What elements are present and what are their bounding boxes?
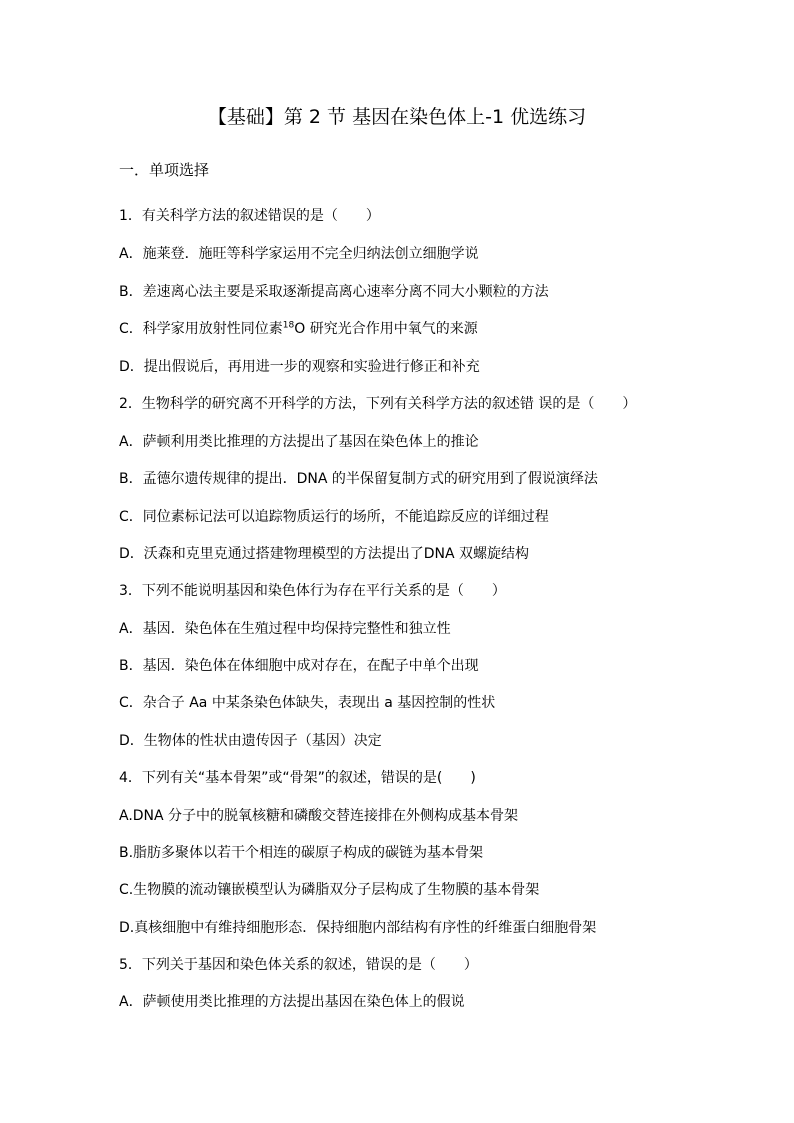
question-4-option-c: C.生物膜的流动镶嵌模型认为磷脂双分子层构成了生物膜的基本骨架 xyxy=(119,882,540,898)
question-4-option-a: A.DNA 分子中的脱氧核糖和磷酸交替连接排在外侧构成基本骨架 xyxy=(119,808,519,824)
question-3-option-a: A．基因．染色体在生殖过程中均保持完整性和独立性 xyxy=(119,621,451,637)
isotope-mass-number: 18 xyxy=(282,320,295,331)
option-c-text-before: C．科学家用放射性同位素 xyxy=(119,321,283,337)
question-2-stem: 2．生物科学的研究离不开科学的方法，下列有关科学方法的叙述错 误的是（ ） xyxy=(119,396,637,412)
question-3-option-c: C．杂合子 Aa 中某条染色体缺失，表现出 a 基因控制的性状 xyxy=(119,695,496,711)
question-2-option-d: D．沃森和克里克通过搭建物理模型的方法提出了DNA 双螺旋结构 xyxy=(119,546,530,562)
page-title: 【基础】第 2 节 基因在染色体上-1 优选练习 xyxy=(207,106,587,128)
question-1-option-d: D．提出假说后，再用进一步的观察和实验进行修正和补充 xyxy=(119,359,480,375)
question-1-stem: 1．有关科学方法的叙述错误的是（ ） xyxy=(119,208,380,224)
question-3-stem: 3．下列不能说明基因和染色体行为存在平行关系的是（ ） xyxy=(119,583,506,599)
question-1-option-c xyxy=(119,319,478,339)
question-2-option-a: A．萨顿利用类比推理的方法提出了基因在染色体上的推论 xyxy=(119,434,479,450)
option-c-text-after: O 研究光合作用中氧气的来源 xyxy=(294,321,478,337)
question-3-option-d: D．生物体的性状由遗传因子（基因）决定 xyxy=(119,733,382,749)
question-3-option-b: B．基因．染色体在体细胞中成对存在，在配子中单个出现 xyxy=(119,658,479,674)
question-1-option-b: B．差速离心法主要是采取逐渐提高离心速率分离不同大小颗粒的方法 xyxy=(119,284,549,300)
question-2-option-c: C．同位素标记法可以追踪物质运行的场所，不能追踪反应的详细过程 xyxy=(119,509,549,525)
question-5-option-a: A．萨顿使用类比推理的方法提出基因在染色体上的假说 xyxy=(119,994,465,1010)
question-4-option-b: B.脂肪多聚体以若干个相连的碳原子构成的碳链为基本骨架 xyxy=(119,845,484,861)
question-4-stem: 4．下列有关“基本骨架”或“骨架”的叙述，错误的是( ) xyxy=(119,770,476,786)
section-heading: 一．单项选择 xyxy=(119,161,210,179)
question-1-option-a: A．施莱登．施旺等科学家运用不完全归纳法创立细胞学说 xyxy=(119,246,479,262)
question-5-stem: 5．下列关于基因和染色体关系的叙述，错误的是（ ） xyxy=(119,957,478,973)
question-4-option-d: D.真核细胞中有维持细胞形态．保持细胞内部结构有序性的纤维蛋白细胞骨架 xyxy=(119,920,597,936)
question-2-option-b: B．孟德尔遗传规律的提出．DNA 的半保留复制方式的研究用到了假说演绎法 xyxy=(119,471,598,487)
